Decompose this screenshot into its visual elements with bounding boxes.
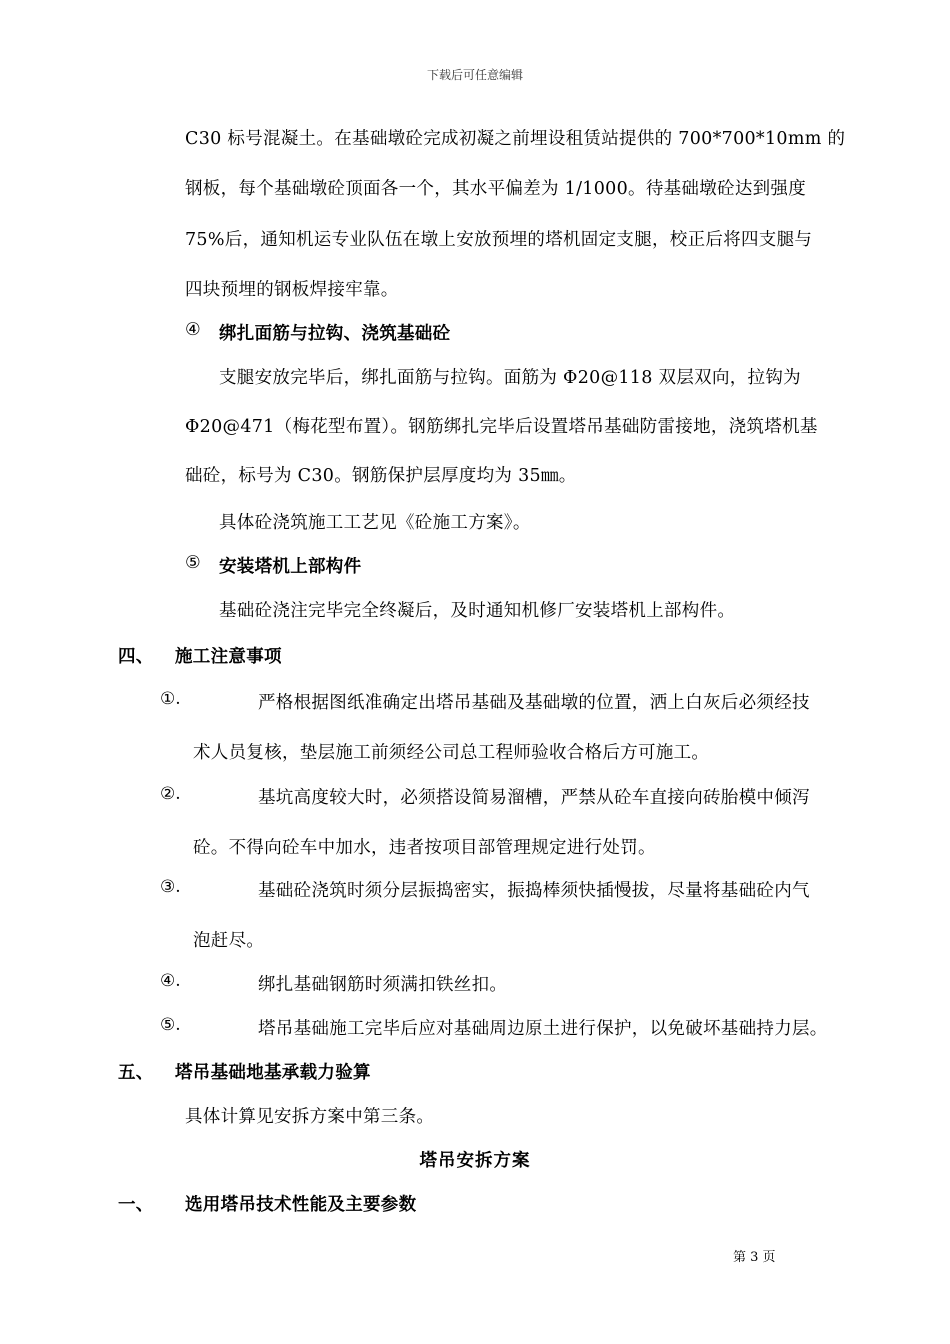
item5-line1: 塔吊基础施工完毕后应对基础周边原土进行保护，以免破坏基础持力层。 <box>258 1019 828 1039</box>
item2-line2: 砼。不得向砼车中加水，违者按项目部管理规定进行处罚。 <box>193 838 656 858</box>
section5-title: 塔吊基础地基承载力验算 <box>175 1063 371 1083</box>
item4-line1: 绑扎基础钢筋时须满扣铁丝扣。 <box>258 975 508 995</box>
section5-line1: 具体计算见安拆方案中第三条。 <box>185 1107 435 1127</box>
step5-line1: 基础砼浇注完毕完全终凝后，及时通知机修厂安装塔机上部构件。 <box>219 601 736 621</box>
step4-line3: 础砼，标号为 C30。钢筋保护层厚度均为 35㎜。 <box>185 466 577 486</box>
step4-title: 绑扎面筋与拉钩、浇筑基础砼 <box>219 324 451 344</box>
page-header: 下载后可任意编辑 <box>426 68 523 82</box>
para1-line1: C30 标号混凝土。在基础墩砼完成初凝之前埋设租赁站提供的 700*700*10mm 的 <box>185 129 846 149</box>
section4-number: 四、 <box>118 647 154 667</box>
item3-line2: 泡赶尽。 <box>193 931 265 951</box>
page-number: 第 3 页 <box>733 1250 776 1265</box>
section5-number: 五、 <box>118 1063 154 1083</box>
step5-marker: ⑤ <box>185 553 201 573</box>
item1-line1: 严格根据图纸准确定出塔吊基础及基础墩的位置，洒上白灰后必须经技 <box>258 693 810 713</box>
section4-title: 施工注意事项 <box>175 647 282 667</box>
item1-line2: 术人员复核，垫层施工前须经公司总工程师验收合格后方可施工。 <box>193 743 710 763</box>
step4-line4: 具体砼浇筑施工工艺见《砼施工方案》。 <box>219 513 531 533</box>
para1-line2: 钢板，每个基础墩砼顶面各一个，其水平偏差为 1/1000。待基础墩砼达到强度 <box>185 179 807 199</box>
item3-number: ③. <box>160 877 181 897</box>
para1-line4: 四块预埋的钢板焊接牢靠。 <box>185 280 399 300</box>
item1-number: ①. <box>160 689 181 709</box>
section1-number: 一、 <box>118 1195 154 1215</box>
step4-marker: ④ <box>185 320 201 340</box>
item2-line1: 基坑高度较大时，必须搭设简易溜槽，严禁从砼车直接向砖胎模中倾泻 <box>258 788 810 808</box>
step5-title: 安装塔机上部构件 <box>219 557 362 577</box>
step4-line1: 支腿安放完毕后，绑扎面筋与拉钩。面筋为 Φ20@118 双层双向，拉钩为 <box>219 368 801 388</box>
section1-title: 选用塔吊技术性能及主要参数 <box>185 1195 417 1215</box>
para1-line3: 75%后，通知机运专业队伍在墩上安放预埋的塔机固定支腿，校正后将四支腿与 <box>185 230 813 250</box>
item2-number: ②. <box>160 784 181 804</box>
plan-title: 塔吊安拆方案 <box>419 1151 531 1171</box>
step4-line2: Φ20@471（梅花型布置）。钢筋绑扎完毕后设置塔吊基础防雷接地，浇筑塔机基 <box>185 417 818 437</box>
item3-line1: 基础砼浇筑时须分层振捣密实，振捣棒须快插慢拔，尽量将基础砼内气 <box>258 881 810 901</box>
item4-number: ④. <box>160 971 181 991</box>
item5-number: ⑤. <box>160 1015 181 1035</box>
